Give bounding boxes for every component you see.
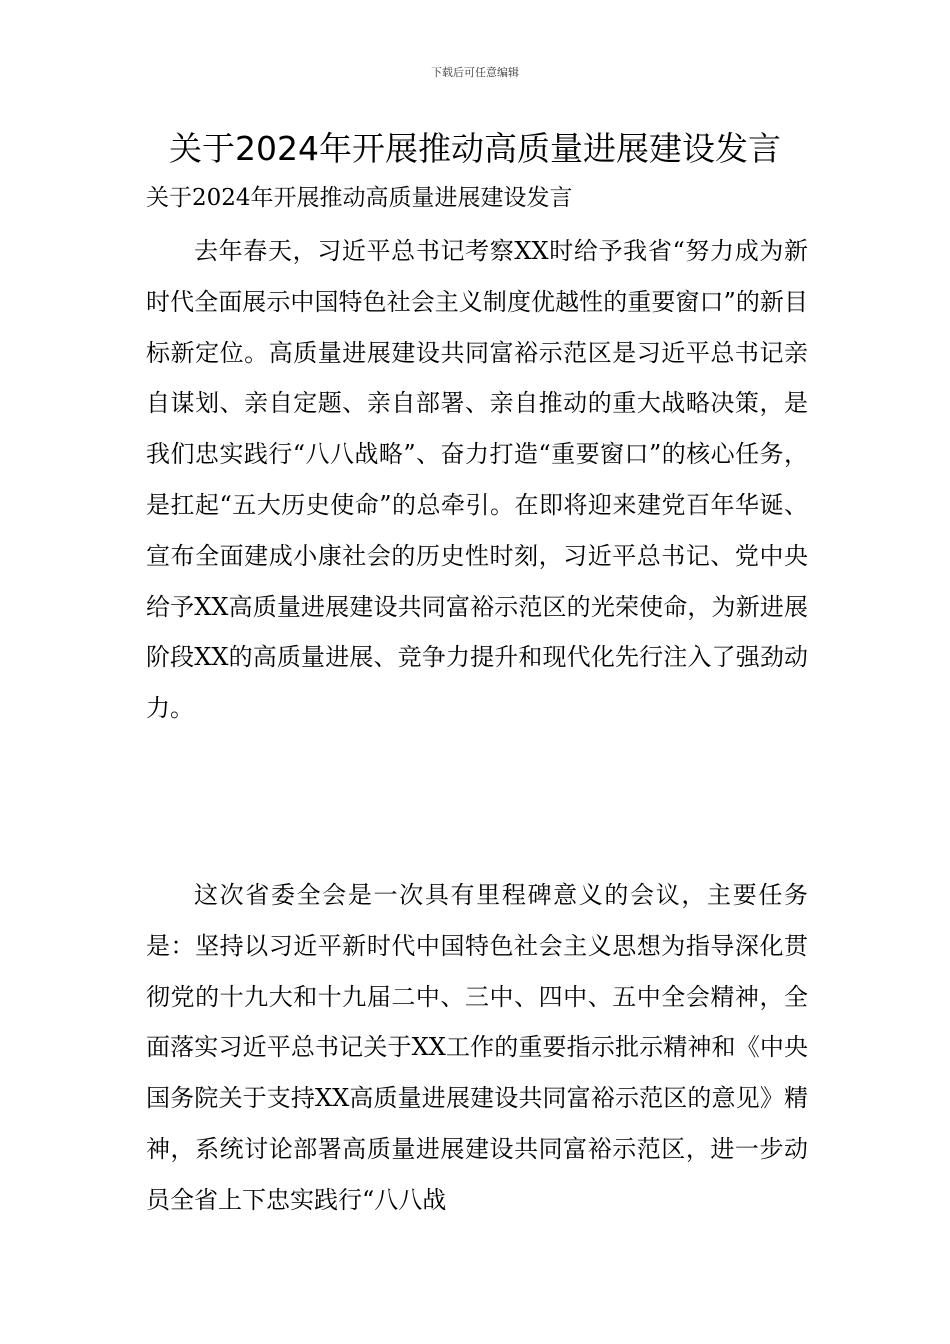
document-title: 关于2024年开展推动高质量进展建设发言 — [169, 129, 781, 168]
header-note: 下载后可任意编辑 — [431, 66, 519, 79]
body-paragraph-1: 去年春天，习近平总书记考察XX时给予我省“努力成为新时代全面展示中国特色社会主义制度优越性的重要窗口”的新目标新定位。高质量进展建设共同富裕示范区是习近平总书记亲自谋划、亲自定题、亲自部署、亲自推动的重大战略决策，是我们忠实践行“八八战略”、奋力打造“重要窗口”的核心任务，是扛起“五大历史使命”的总牵引。在即将迎来建党百年华诞、宣布全面建成小康社会的历史性时刻，习近平总书记、党中央给予XX高质量进展建设共同富裕示范区的光荣使命，为新进展阶段XX的高质量进展、竞争力提升和现代化先行注入了强劲动力。 — [146, 237, 808, 723]
document-subtitle: 关于2024年开展推动高质量进展建设发言 — [146, 185, 573, 211]
body-paragraph-2: 这次省委全会是一次具有里程碑意义的会议，主要任务是：坚持以习近平新时代中国特色社会主义思想为指导深化贯彻党的十九大和十九届二中、三中、四中、五中全会精神，全面落实习近平总书记关于XX工作的重要指示批示精神和《中央国务院关于支持XX高质量进展建设共同富裕示范区的意见》精神，系统讨论部署高质量进展建设共同富裕示范区，进一步动员全省上下忠实践行“八八战 — [146, 881, 808, 1214]
